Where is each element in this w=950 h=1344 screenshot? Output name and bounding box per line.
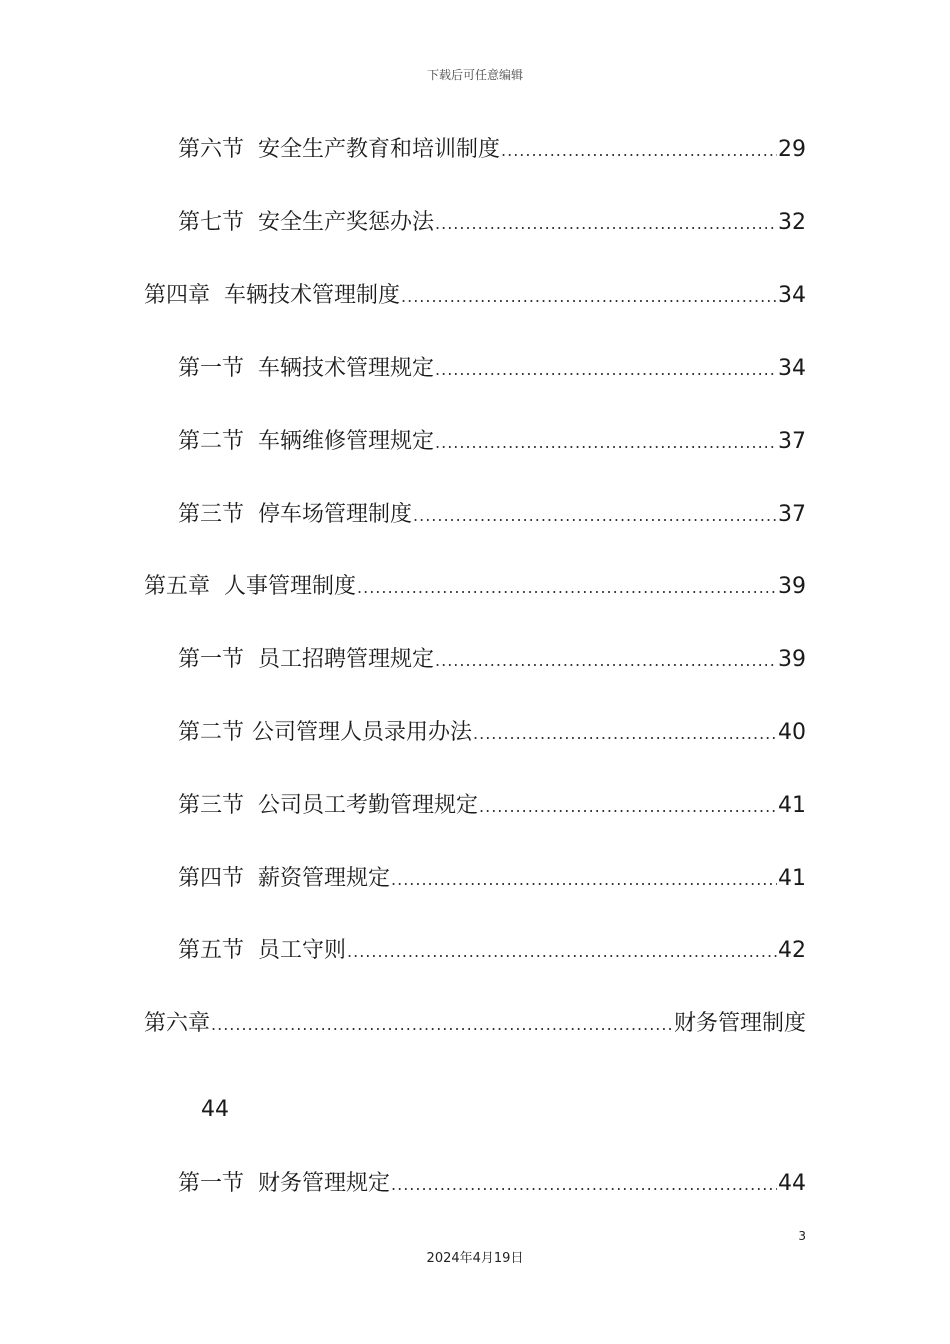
toc-dot-leader (401, 283, 777, 311)
toc-entry-title: 公司员工考勤管理规定 (258, 793, 479, 818)
toc-entry[interactable] (178, 136, 806, 165)
toc-entry-title: 车辆技术管理规定 (258, 356, 435, 381)
toc-dot-leader (501, 137, 777, 165)
toc-dot-leader (435, 647, 777, 675)
toc-chapter-entry[interactable] (144, 573, 806, 602)
toc-chapter-entry[interactable] (144, 282, 806, 311)
toc-entry-number: 第六章 (144, 1011, 211, 1036)
toc-entry-title: 公司管理人员录用办法 (252, 720, 473, 745)
toc-entry[interactable] (178, 501, 806, 530)
toc-entry-number: 第一节 (178, 647, 245, 672)
toc-dot-leader (211, 1011, 673, 1039)
toc-entry-page: 34 (778, 356, 806, 381)
toc-dot-leader (435, 356, 777, 384)
toc-entry-number: 第一节 (178, 356, 245, 381)
toc-dot-leader (347, 938, 777, 966)
toc-dot-leader (435, 210, 777, 238)
toc-entry[interactable] (178, 937, 806, 966)
toc-dot-leader (479, 793, 777, 821)
toc-entry-number: 第六节 (178, 137, 245, 162)
toc-entry-page: 40 (778, 720, 806, 745)
toc-entry[interactable] (178, 1170, 806, 1199)
toc-entry-title: 员工招聘管理规定 (258, 647, 435, 672)
page-number: 3 (798, 1229, 806, 1243)
toc-entry-title: 薪资管理规定 (258, 866, 391, 891)
toc-entry-page: 34 (778, 283, 806, 308)
toc-dot-leader (391, 866, 777, 894)
toc-entry-title: 财务管理制度 (673, 1011, 806, 1036)
toc-dot-leader (391, 1171, 777, 1199)
toc-entry-number: 第四节 (178, 866, 245, 891)
toc-entry-title: 财务管理规定 (258, 1171, 391, 1196)
toc-entry-page: 39 (778, 574, 806, 599)
toc-dot-leader (413, 502, 777, 530)
toc-entry-page: 39 (778, 647, 806, 672)
toc-entry-number: 第二节 (178, 720, 245, 745)
toc-dot-leader (473, 720, 777, 748)
toc-entry-page: 32 (778, 210, 806, 235)
footer-date: 2024年4月19日 (426, 1251, 524, 1266)
toc-entry-number: 第四章 (144, 283, 211, 308)
toc-entry-title: 安全生产教育和培训制度 (258, 137, 501, 162)
toc-entry-page: 37 (778, 429, 806, 454)
toc-entry[interactable] (178, 646, 806, 675)
toc-entry-title: 车辆维修管理规定 (258, 429, 435, 454)
toc-entry-page: 41 (778, 793, 806, 818)
toc-chapter-entry[interactable] (144, 1010, 806, 1039)
toc-entry-number: 第一节 (178, 1171, 245, 1196)
toc-entry-page: 29 (778, 137, 806, 162)
toc-entry-page: 41 (778, 866, 806, 891)
toc-entry-title: 人事管理制度 (224, 574, 357, 599)
toc-entry-title: 停车场管理制度 (258, 502, 413, 527)
toc-entry[interactable] (178, 355, 806, 384)
toc-dot-leader (357, 574, 777, 602)
toc-entry[interactable] (178, 792, 806, 821)
toc-entry[interactable] (178, 428, 806, 457)
toc-entry-title: 安全生产奖惩办法 (258, 210, 435, 235)
toc-entry[interactable] (178, 209, 806, 238)
toc-entry-number: 第三节 (178, 793, 245, 818)
page-header: 下载后可任意编辑 (426, 68, 523, 82)
toc-entry-number: 第三节 (178, 502, 245, 527)
toc-entry-number: 第二节 (178, 429, 245, 454)
toc-entry-title: 车辆技术管理制度 (224, 283, 401, 308)
toc-entry-number: 第五节 (178, 938, 245, 963)
toc-entry-number: 第五章 (144, 574, 211, 599)
toc-entry[interactable] (178, 865, 806, 894)
toc-entry-number: 第七节 (178, 210, 245, 235)
toc-entry-page: 37 (778, 502, 806, 527)
toc-dot-leader (435, 429, 777, 457)
toc-entry-page: 44 (778, 1171, 806, 1196)
toc-entry-page: 42 (778, 938, 806, 963)
toc-entry-title: 员工守则 (258, 938, 347, 963)
toc-entry[interactable] (178, 719, 806, 748)
toc-entry-page: 44 (201, 1097, 229, 1122)
